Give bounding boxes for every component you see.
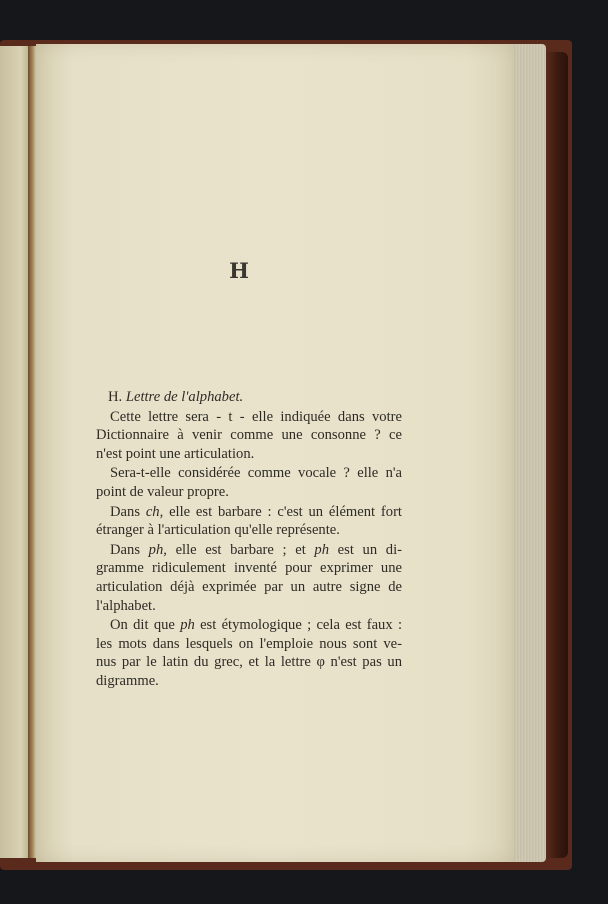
paragraph-4 (96, 541, 402, 615)
text-line: étranger à l'articulation qu'elle représente. (96, 522, 340, 539)
text-line: Sera-t-elle considérée comme vocale ? elle n'a (110, 465, 402, 482)
text-line: gramme ridiculement inventé pour exprimer une (96, 560, 402, 577)
text-line: Dans ph, elle est barbare ; et ph est un di- (110, 541, 402, 558)
paragraph-5 (96, 616, 402, 690)
text-line: On dit que ph est étymologique ; cela est faux : (110, 617, 402, 634)
section-letter-heading: H (229, 258, 249, 283)
text-line: les mots dans lesquels on l'emploie nous sont ve- (96, 635, 402, 652)
text-line: point de valeur propre. (96, 483, 229, 500)
left-page-edge (0, 46, 30, 858)
page-text (96, 388, 402, 692)
text-line: Cette lettre sera - t - elle indiquée dans votre (110, 408, 402, 425)
text-line: n'est point une articulation. (96, 445, 255, 462)
entry-title (96, 388, 402, 407)
text-line: Dictionnaire à venir comme une consonne ? ce (96, 427, 402, 444)
paragraph-2 (96, 464, 402, 501)
text-line: digramme. (96, 672, 159, 689)
entry-title-italic: Lettre de l'alphabet. (125, 389, 244, 405)
text-line: l'alphabet. (96, 597, 156, 614)
text-line: Dans ch, elle est barbare : c'est un élément fort (110, 503, 402, 520)
text-line: nus par le latin du grec, et la lettre φ n'est pas un (96, 654, 402, 671)
book-gutter (28, 46, 36, 858)
text-line: articulation déjà exprimée par un autre signe de (96, 578, 402, 595)
paragraph-1 (96, 408, 402, 464)
entry-letter: H. (108, 389, 123, 405)
paragraph-3 (96, 503, 402, 540)
